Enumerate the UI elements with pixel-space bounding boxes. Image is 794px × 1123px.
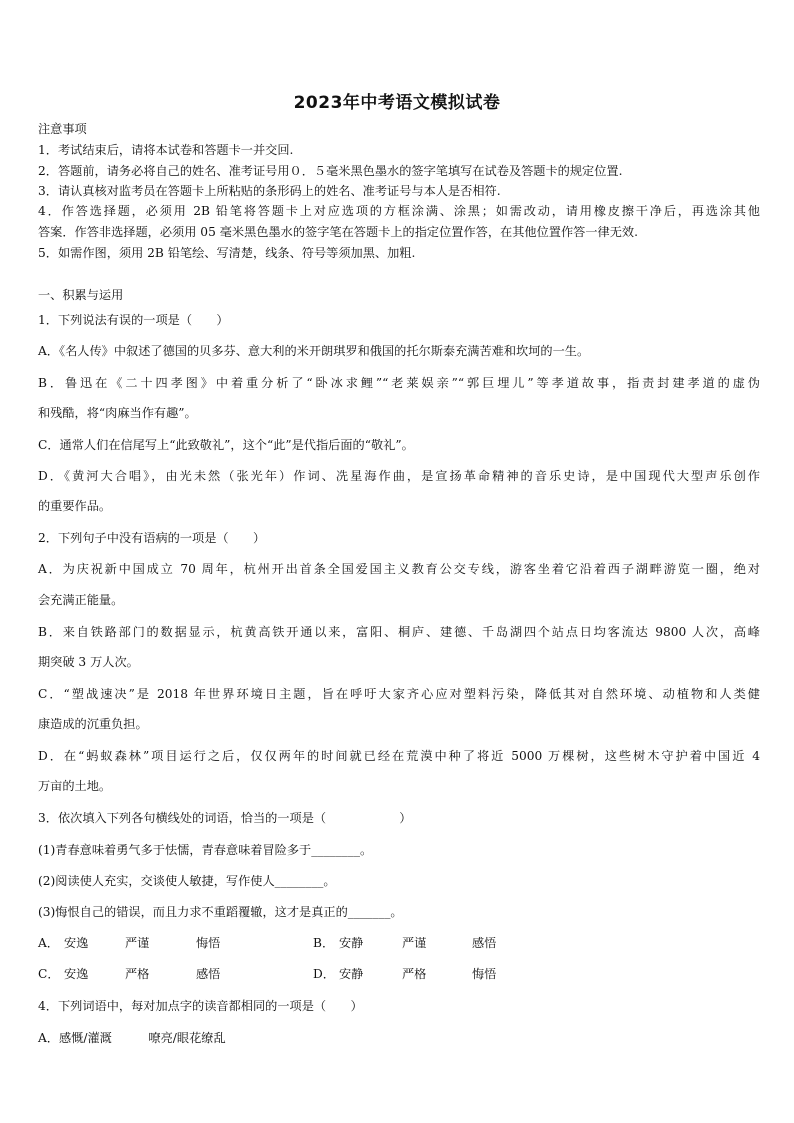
q2-option-a: A．为庆祝新中国成立 70 周年，杭州开出首条全国爱国主义教育公交专线，游客坐着它沿着西子湖畔游览一圈，绝对 (38, 562, 760, 576)
q2-option-d: D．在“蚂蚁森林”项目运行之后，仅仅两年的时间就已经在荒漠中种了将近 5000 万棵树，这些树木守护着中国近 4 (38, 749, 760, 763)
q3-option-a-label: A． (38, 936, 59, 950)
q3-option-a-word1: 安逸 (64, 936, 89, 950)
q2-option-d-cont: 万亩的土地。 (38, 779, 112, 793)
section-heading: 一、积累与运用 (38, 288, 124, 302)
q3-option-c-label: C． (38, 967, 60, 981)
q3-option-a-word3: 悔悟 (196, 936, 221, 950)
q2-option-c: C．“塑战速决”是 2018 年世界环境日主题，旨在呼吁大家齐心应对塑料污染，降低其对自然环境、动植物和人类健 (38, 687, 760, 701)
q3-option-b-word3: 感悟 (472, 936, 497, 950)
q2-option-b-cont: 期突破 3 万人次。 (38, 655, 139, 669)
q2-option-c-cont: 康造成的沉重负担。 (38, 717, 148, 731)
q4-stem: 4．下列词语中，每对加点字的读音都相同的一项是（ ） (38, 999, 363, 1013)
q3-option-d-word3: 悔悟 (472, 967, 497, 981)
q1-option-b-cont: 和残酷，将“肉麻当作有趣”。 (38, 406, 197, 420)
notice-item-4: 4．作答选择题，必须用 2B 铅笔将答题卡上对应选项的方框涂满、涂黑；如需改动，请用橡皮擦干净后，再选涂其他 (38, 204, 760, 218)
q3-sentence-3: (3)悔恨自己的错误，而且力求不重蹈覆辙，这才是真正的_______。 (38, 905, 403, 919)
notice-item-1: 1．考试结束后，请将本试卷和答题卡一并交回. (38, 143, 294, 157)
notice-item-5: 5．如需作图，须用 2B 铅笔绘、写清楚，线条、符号等须加黑、加粗. (38, 246, 416, 260)
q3-option-b-label: B． (313, 936, 335, 950)
notice-item-3: 3．请认真核对监考员在答题卡上所粘贴的条形码上的姓名、准考证号与本人是否相符. (38, 184, 501, 198)
q3-option-c-word1: 安逸 (64, 967, 89, 981)
q3-sentence-2: (2)阅读使人充实，交谈使人敏捷，写作使人________。 (38, 874, 336, 888)
q2-stem: 2．下列句子中没有语病的一项是（ ） (38, 531, 266, 545)
q1-option-b: B．鲁迅在《二十四孝图》中着重分析了“卧冰求鲤”“老莱娱亲”“郭巨埋儿”等孝道故事，指责封建孝道的虚伪 (38, 376, 760, 390)
q3-sentence-1: (1)青春意味着勇气多于怯懦，青春意味着冒险多于________。 (38, 843, 373, 857)
q3-option-c-word3: 感悟 (196, 967, 221, 981)
q1-option-a: A．《名人传》中叙述了德国的贝多芬、意大利的米开朗琪罗和俄国的托尔斯泰充满苦难和坎坷的一生。 (38, 344, 590, 358)
q1-stem: 1．下列说法有误的一项是（ ） (38, 313, 229, 327)
notice-item-2: 2．答题前，请务必将自己的姓名、准考证号用０．５毫米黑色墨水的签字笔填写在试卷及答题卡的规定位置. (38, 164, 623, 178)
q1-option-d-cont: 的重要作品。 (38, 499, 112, 513)
q3-option-b-word1: 安静 (339, 936, 364, 950)
page-title: 2023年中考语文模拟试卷 (293, 93, 501, 113)
q2-option-a-cont: 会充满正能量。 (38, 593, 124, 607)
q4-option-a: A．感慨/灌溉 嘹亮/眼花缭乱 (38, 1031, 226, 1045)
notice-heading: 注意事项 (38, 122, 87, 136)
q3-option-d-label: D． (313, 967, 335, 981)
notice-item-4-cont: 答案．作答非选择题，必须用 05 毫米黑色墨水的签字笔在答题卡上的指定位置作答，在其他位置作答一律无效. (38, 225, 638, 239)
q3-option-b-word2: 严谨 (402, 936, 427, 950)
q3-stem: 3．依次填入下列各句横线处的词语，恰当的一项是（ ） (38, 811, 412, 825)
q3-option-d-word1: 安静 (339, 967, 364, 981)
q1-option-c: C．通常人们在信尾写上“此致敬礼”，这个“此”是代指后面的“敬礼”。 (38, 438, 414, 452)
q1-option-d: D．《黄河大合唱》，由光未然（张光年）作词、冼星海作曲，是宣扬革命精神的音乐史诗，是中国现代大型声乐创作 (38, 469, 760, 483)
q3-option-c-word2: 严格 (125, 967, 150, 981)
q3-option-d-word2: 严格 (402, 967, 427, 981)
q3-option-a-word2: 严谨 (125, 936, 150, 950)
q2-option-b: B．来自铁路部门的数据显示，杭黄高铁开通以来，富阳、桐庐、建德、千岛湖四个站点日均客流达 9800 人次，高峰 (38, 625, 760, 639)
